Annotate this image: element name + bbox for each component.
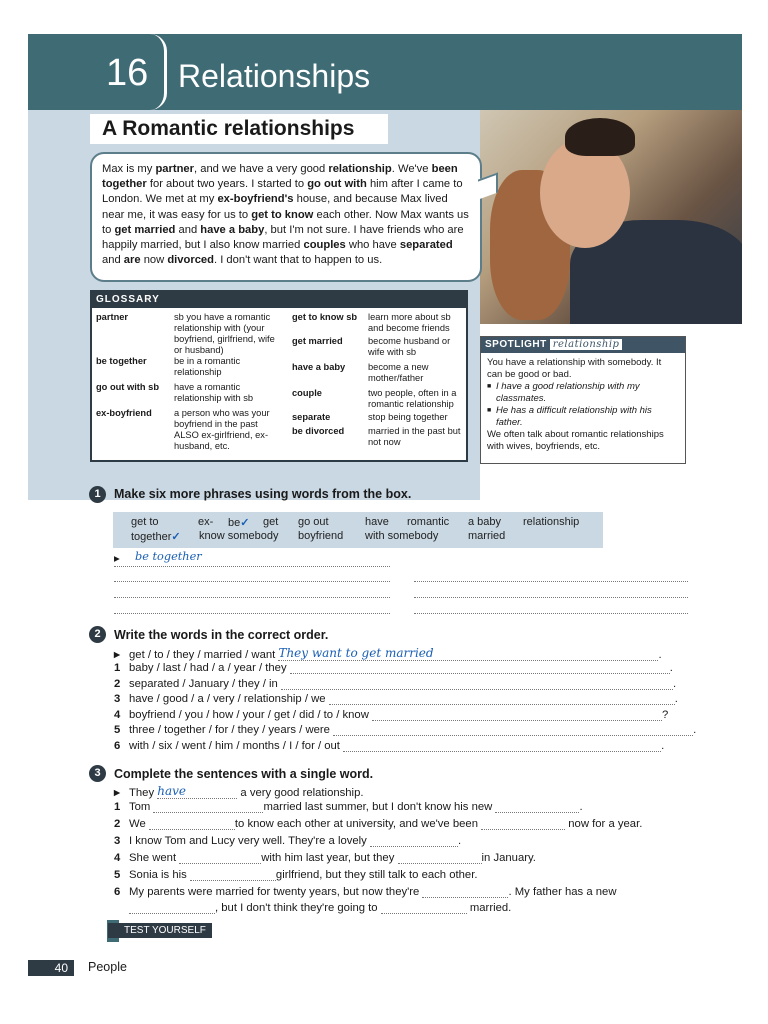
glossary-term: couple (292, 388, 322, 398)
blank[interactable] (481, 829, 565, 830)
glossary-definition: become husband or wife with sb (368, 336, 451, 357)
glossary-definition: stop being together (368, 412, 448, 422)
exercise-2-item: 3 have / good / a / very / relationship / we . (114, 693, 678, 705)
answer-line[interactable] (414, 612, 688, 614)
glossary-term: separate (292, 412, 331, 422)
exercise-2-item: 6 with / six / went / him / months / I / for / out . (114, 739, 665, 752)
exercise-3-item: 3 I know Tom and Lucy very well. They're a lovely . (114, 835, 462, 847)
exercise-3-number: 3 (89, 765, 106, 782)
word-box-item: ex- (198, 516, 214, 528)
exercise-2-item: 2 separated / January / they / in . (114, 677, 677, 690)
glossary-term: get married (292, 336, 343, 346)
footer-label: People (88, 960, 127, 974)
exercise-2-item: 1 baby / last / had / a / year / they . (114, 662, 673, 674)
glossary-heading: GLOSSARY (92, 292, 466, 308)
answer-line[interactable] (414, 580, 688, 582)
exercise-3-item-continued: , but I don't think they're going to married. (129, 902, 511, 914)
exercise-2-item: 4 boyfriend / you / how / your / get / did / to / know ? (114, 708, 669, 721)
spotlight-outro: We often talk about romantic relationships with wives, boyfriends, etc. (487, 429, 664, 452)
blank[interactable] (495, 812, 579, 813)
glossary-term: ex-boyfriend (96, 408, 152, 418)
exercise-3-item: 5 Sonia is his girlfriend, but they still talk to each other. (114, 869, 478, 881)
exercise-1-number: 1 (89, 486, 106, 503)
glossary-definition: have a romantic relationship with sb (174, 382, 254, 403)
glossary-term: go out with sb (96, 382, 159, 392)
check-mark-icon: ✓ (171, 531, 181, 543)
word-box (113, 512, 603, 548)
blank[interactable] (381, 913, 467, 914)
page-number: 40 (28, 960, 74, 976)
example-marker: ▸ (114, 553, 120, 565)
word-box-item: boyfriend (298, 530, 344, 542)
exercise-3-item: 6 My parents were married for twenty years, but now they're . My father has a new (114, 886, 617, 898)
word-box-item: romantic (407, 516, 450, 528)
glossary-definition: learn more about sb and become friends (368, 312, 451, 333)
blank[interactable] (398, 863, 482, 864)
exercise-2-number: 2 (89, 626, 106, 643)
exercise-3-example-answer: have (157, 784, 237, 799)
answer-blank[interactable] (333, 735, 693, 736)
glossary-definition: become a new mother/father (368, 362, 429, 383)
exercise-3-item: 4 She went with him last year, but they in January. (114, 852, 536, 864)
word-box-item: go out (298, 516, 329, 528)
blank[interactable] (149, 829, 235, 830)
word-box-item: with somebody (365, 530, 439, 542)
answer-blank[interactable] (343, 751, 661, 752)
answer-line[interactable] (114, 612, 390, 614)
blank[interactable] (422, 897, 508, 898)
glossary-term: partner (96, 312, 129, 322)
answer-blank[interactable] (281, 689, 673, 690)
answer-blank[interactable] (372, 720, 662, 721)
word-box-item: get to (131, 516, 159, 528)
glossary-term: get to know sb (292, 312, 358, 322)
word-box-item: married (468, 530, 506, 542)
answer-line[interactable] (114, 580, 390, 582)
blank[interactable] (153, 812, 263, 813)
word-box-item: together✓ (131, 531, 181, 543)
glossary-definition: a person who was your boyfriend in the past ALSO ex-girlfriend, ex-husband, etc. (174, 408, 270, 451)
spotlight-example: ■ I have a good relationship with my classmates. (487, 381, 679, 405)
test-yourself-label[interactable]: TEST YOURSELF (108, 923, 212, 938)
answer-line[interactable] (414, 596, 688, 598)
unit-number: 16 (106, 52, 149, 94)
exercise-3-item: 2 We to know each other at university, and we've been now for a year. (114, 818, 643, 830)
spotlight-heading: SPOTLIGHT relationship (481, 337, 685, 353)
workbook-page (28, 34, 742, 994)
exercise-2-example-answer: They want to get married (278, 646, 658, 661)
glossary-box (90, 290, 468, 462)
spotlight-example: ■ He has a difficult relationship with his father. (487, 405, 679, 429)
glossary-term: be together (96, 356, 147, 366)
word-box-item: be✓ (228, 517, 250, 529)
glossary-term: have a baby (292, 362, 346, 372)
word-box-item: have (365, 516, 389, 528)
exercise-3-instruction: Complete the sentences with a single word. (114, 767, 374, 781)
answer-line[interactable] (114, 596, 390, 598)
glossary-definition: two people, often in a romantic relationship (368, 388, 457, 409)
answer-blank[interactable] (290, 673, 670, 674)
word-box-item: know somebody (199, 530, 279, 542)
word-box-item: relationship (523, 516, 580, 528)
blank[interactable] (190, 880, 276, 881)
answer-blank[interactable] (329, 704, 675, 705)
glossary-definition: sb you have a romantic relationship with (your boyfriend, girlfriend, wife or husband) (174, 312, 275, 355)
spotlight-intro: You have a relationship with somebody. It can be good or bad. (487, 357, 662, 380)
glossary-definition: married in the past but not now (368, 426, 461, 447)
unit-title: Relationships (178, 58, 371, 94)
exercise-2-example: ▸ get / to / they / married / want They want to get married . (114, 646, 662, 661)
blank[interactable] (129, 913, 215, 914)
exercise-1-instruction: Make six more phrases using words from the box. (114, 487, 412, 501)
spotlight-box (480, 336, 686, 464)
spotlight-keyword: relationship (550, 339, 623, 350)
exercise-1-example-answer: be together (135, 550, 202, 563)
word-box-item: a baby (468, 516, 502, 528)
glossary-term: be divorced (292, 426, 345, 436)
blank[interactable] (370, 846, 458, 847)
exercise-3-example: ▸ They have a very good relationship. (114, 784, 364, 799)
exercise-2-instruction: Write the words in the correct order. (114, 628, 329, 642)
exercise-2-item: 5 three / together / for / they / years / were . (114, 724, 697, 736)
blank[interactable] (179, 863, 261, 864)
couple-photo (480, 110, 742, 324)
word-box-item: get (263, 516, 279, 528)
glossary-definition: be in a romantic relationship (174, 356, 241, 377)
unit-header (28, 34, 742, 110)
answer-line[interactable] (114, 565, 390, 567)
reading-text-bubble: Max is my partner, and we have a very good relationship. We've been together for about two years. I started to go out with him after I came to London. We met at my ex-boyfriend's house, and because Max lived near me, it was easy for us to get to know each other. Now Max wants us to get married and have a baby, but I'm not sure. I have friends who are happily married, but I also know married couples who have separated and are now divorced. I don't want that to happen to us. (90, 152, 482, 282)
section-title: A Romantic relationships (90, 114, 388, 144)
unit-divider (150, 34, 167, 110)
check-mark-icon: ✓ (240, 517, 250, 529)
exercise-3-item: 1 Tom married last summer, but I don't know his new . (114, 801, 583, 813)
